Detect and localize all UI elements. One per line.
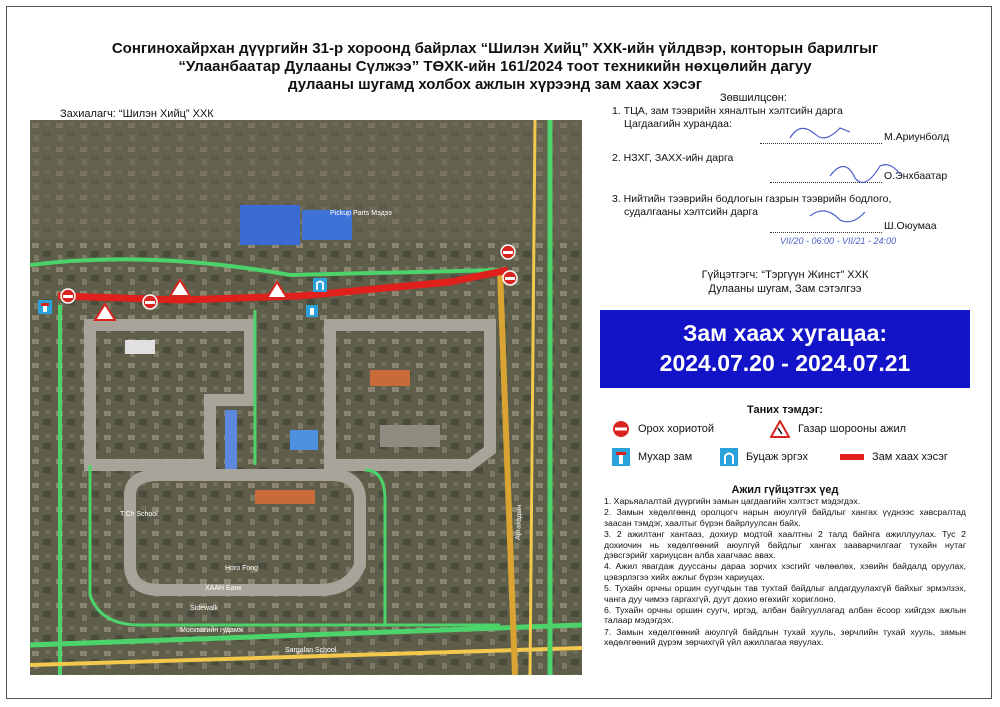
legend-u-turn — [720, 448, 808, 466]
executor-line-1: Гүйцэтгэгч: “Тэргүүн Жинст” ХХК — [701, 269, 869, 281]
note-item: 4. Ажил явагдаж дууссаны дараа зорчих хэсгийг чөлөөлөх, хэвийн байдалд оруулах, цэвэрлэгээ хийх ажлыг бүрэн хариуцах. — [604, 561, 966, 582]
note-item: 7. Замын хөдөлгөөний аюулгүй байдлын тухай хууль, зөрчлийн тухай хууль, замын хөдөлгөөний дүрэм зөрчихгүй үйл ажиллагаа явуулах. — [604, 626, 966, 648]
approval-heading: Зөвшилцсөн: — [720, 92, 787, 104]
notes-list — [604, 496, 966, 649]
closure-segment-icon — [840, 448, 864, 466]
u-turn-icon — [720, 448, 738, 466]
executor-block — [620, 268, 950, 296]
legend-no-entry — [612, 420, 714, 438]
duration-dates: 2024.07.20 - 2024.07.21 — [659, 350, 911, 376]
note-item: 2. Замын хөдөлгөөнд оролцогч нарын аюулгүй байдлыг хангах үүднээс хавсралтад заасан тэмдэг, хаалтыг бүрэн байрлуулсан байх. — [604, 507, 966, 528]
map-label: Pickup Parts Мэдээ — [330, 210, 392, 217]
dead-end-sign — [38, 300, 52, 314]
title-line-1: Сонгинохайрхан дүүргийн 31-р хороонд байрлах “Шилэн Хийц” ХХК-ийн үйлдвэр, конторын барилгыг — [111, 40, 879, 57]
title-line-2: “Улаанбаатар Дулааны Сүлжээ” ТӨХК-ийн 161/2024 тоот техникийн нөхцөлийн дагуу — [178, 58, 812, 75]
executor-line-2: Дулааны шугам, Зам сэтэлгээ — [708, 283, 862, 295]
map-label: Horo Fong — [225, 565, 259, 572]
blue-roof-building — [240, 205, 300, 245]
blue-roof-block — [290, 430, 318, 450]
orange-roof-block-2 — [255, 490, 315, 504]
no-entry-icon — [612, 420, 630, 438]
no-entry-sign-2 — [143, 295, 157, 309]
grey-block — [380, 425, 440, 447]
note-item: 3. 2 ажилтанг хантааз, дохиур модтой хаалтны 2 талд байнга ажиллуулах. Тус 2 дохиочин нь хөдөлгөөний аюулгүй байдлыг хангах зааварчилгааг тухайн нутаг дэвсгэрийг хариуцсан алба хаагчаас авах. — [604, 529, 966, 561]
note-item: 5. Тухайн орчны оршин суугчдын тав тухтай байдлыг алдагдуулахгүй байхыг эрмэлзэх, чанга дуу чимээ гаргахгүй, дуут дохио өгөхийг хориглоно. — [604, 583, 966, 604]
approval-item-2-line-1: 2. НЗХГ, ЗАХХ-ийн дарга — [612, 152, 734, 164]
orange-roof-block — [370, 370, 410, 386]
notes-title: Ажил гүйцэтгэх үед — [731, 484, 839, 496]
legend-roadwork — [770, 420, 906, 438]
dead-end-sign-2 — [306, 305, 318, 317]
no-entry-sign-4 — [503, 271, 517, 285]
note-item: 6. Тухайн орчны оршин суугч, иргэд, албан байгууллагад албан ёсоор хийгдэх ажлын талаар мэдэгдэх. — [604, 605, 966, 626]
title-line-3: дулааны шугамд холбох ажлын хүрээнд зам хаах хэсэг — [288, 76, 702, 93]
dead-end-icon — [612, 448, 630, 466]
approval-item-3-line-1: 3. Нийтийн тээврийн бодлогын газрын тээврийн бодлого, — [612, 193, 892, 205]
document-title — [60, 40, 930, 94]
legend-closure — [840, 448, 948, 466]
approval-item-1-line-2: Цагдаагийн хурандаа: — [624, 118, 732, 130]
approver-name-2: О.Энхбаатар — [884, 170, 948, 182]
approval-item-1-line-1: 1. ТЦА, зам тээврийн хяналтын хэлтсийн дарга — [612, 105, 843, 117]
u-turn-sign — [313, 278, 327, 292]
legend-roadwork-label: Газар шорооны ажил — [798, 423, 907, 435]
map-label: ХААН Банк — [205, 585, 242, 592]
approval-item-3-line-2: судалгааны хэлтсийн дарга — [624, 206, 758, 218]
map-label: Москвагийн гудамж — [180, 627, 244, 634]
map-label: Аргахадын — [515, 504, 524, 541]
legend-no-entry-label: Орох хориотой — [638, 423, 715, 435]
duration-label: Зам хаах хугацаа: — [682, 320, 888, 346]
no-entry-sign-3 — [501, 245, 515, 259]
note-item: 1. Харьяалалтай дүүргийн замын цагдаагийн хэлтэст мэдэгдэх. — [604, 496, 861, 506]
customer-label: Захиалагч: “Шилэн Хийц” ХХК — [60, 108, 214, 120]
approval-item-2 — [612, 152, 733, 165]
approver-name-3: Ш.Оюумаа — [884, 220, 937, 232]
no-entry-sign-1 — [61, 289, 75, 303]
handwritten-note: VII/20 - 06:00 - VII/21 - 24:00 — [780, 236, 897, 246]
map-label: Sargalan School — [285, 647, 337, 654]
legend-dead-end — [612, 448, 692, 466]
legend-u-turn-label: Буцаж эргэх — [746, 451, 809, 463]
closure-duration-box — [600, 310, 970, 388]
map-svg — [30, 120, 582, 675]
residential-block — [125, 340, 155, 354]
map-label: Sidewalk — [190, 605, 219, 612]
map-label: T.Ch School — [120, 511, 158, 518]
satellite-map — [30, 120, 582, 675]
roadwork-icon — [770, 420, 790, 438]
handwritten-signatures — [770, 116, 1000, 266]
legend-closure-label: Зам хаах хэсэг — [872, 451, 948, 463]
approver-name-1: М.Ариунболд — [884, 131, 950, 143]
legend-dead-end-label: Мухар зам — [638, 451, 693, 463]
legend-title: Таних тэмдэг: — [747, 404, 823, 416]
